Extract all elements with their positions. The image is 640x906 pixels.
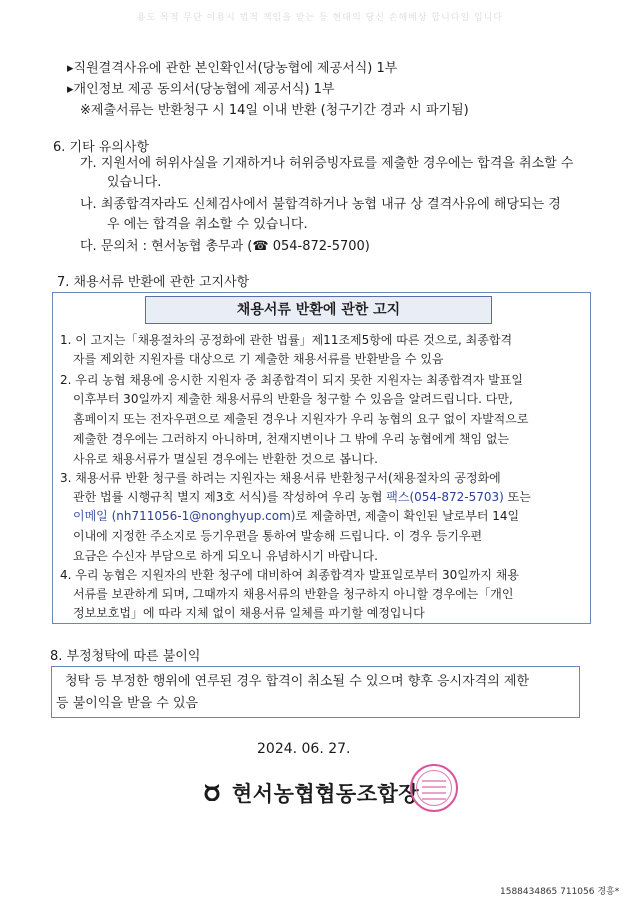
notice-line: 4. 우리 농협은 지원자의 반환 청구에 대비하여 최종합격자 발표일로부터 30일까지 채용 xyxy=(60,568,519,582)
section-heading: 7. 채용서류 반환에 관한 고지사항 xyxy=(57,275,250,290)
fax-number: 팩스(054-872-5703) xyxy=(386,490,504,504)
notice-line: 홈페이지 또는 전자우편으로 제출된 경우나 지원자가 우리 농협의 요구 없이 자발적으로 xyxy=(73,412,529,426)
notice-line: 1. 이 고지는「채용절차의 공정화에 관한 법률」제11조제5항에 따른 것으로, 최종합격 xyxy=(60,333,513,347)
notice-line: 요금은 수신자 부담으로 하게 되오니 유념하시기 바랍니다. xyxy=(73,549,378,563)
paragraph: 있습니다. xyxy=(107,175,162,190)
notice-line: 자를 제외한 지원자를 대상으로 기 제출한 채용서류를 반환받을 수 있음 xyxy=(73,352,444,366)
document-date: 2024. 06. 27. xyxy=(257,741,351,757)
notice-line: 2. 우리 농협 채용에 응시한 지원자 중 최종합격이 되지 못한 지원자는 최종합격자 발표일 xyxy=(60,373,523,387)
paragraph: 등 불이익을 받을 수 있음 xyxy=(56,696,199,711)
list-item: ▸개인정보 제공 동의서(당농협에 제공서식) 1부 xyxy=(67,82,335,97)
paragraph: 가. 지원서에 허위사실을 기재하거나 허위증빙자료를 제출한 경우에는 합격을 취소할 수 xyxy=(80,156,574,171)
notice-line: 사유로 채용서류가 멸실된 경우에는 반환한 것으로 봅니다. xyxy=(73,452,378,466)
email-address[interactable]: 이메일 (nh711056-1@nonghyup.com) xyxy=(73,509,296,523)
section-heading: 6. 기타 유의사항 xyxy=(53,140,150,155)
notice-line: 정보보호법」에 따라 지체 없이 채용서류 일체를 파기할 예정입니다 xyxy=(73,606,425,620)
section-heading: 8. 부정청탁에 따른 불이익 xyxy=(50,649,201,664)
notice-line: 서류를 보관하게 되며, 그때까지 채용서류의 반환을 청구하지 아니할 경우에는「개인 xyxy=(73,587,514,601)
nonghyup-logo-icon xyxy=(202,781,222,801)
footer-code: 1588434865 711056 경흥* xyxy=(500,887,620,897)
top-watermark: 용도 목적 무단 이용시 법적 책임을 받는 등 현대의 당신 손해배상 합니다일 입니다 xyxy=(136,13,504,23)
notice-line: 이후부터 30일까지 제출한 채용서류의 반환을 청구할 수 있음을 알려드립니다. 다만, xyxy=(73,392,513,406)
paragraph: 나. 최종합격자라도 신체검사에서 불합격하거나 농협 내규 상 결격사유에 해당되는 경 xyxy=(80,197,561,212)
notice-text: 로 제출하면, 제출이 확인된 날로부터 14일 xyxy=(295,509,520,523)
signatory-name: 현서농협협동조합장 xyxy=(232,782,420,806)
notice-line: 3. 채용서류 반환 청구를 하려는 지원자는 채용서류 반환청구서(채용절차의 공정화에 xyxy=(60,471,501,485)
notice-line xyxy=(73,508,519,525)
list-item: ※제출서류는 반환청구 시 14일 이내 반환 (청구기간 경과 시 파기됨) xyxy=(80,103,469,118)
notice-text: 관한 법률 시행규칙 별지 제3호 서식)를 작성하여 우리 농협 xyxy=(73,490,387,504)
notice-line: 이내에 지정한 주소지로 등기우편을 통하여 발송해 드립니다. 이 경우 등기우편 xyxy=(73,529,483,543)
paragraph: 우 에는 합격을 취소할 수 있습니다. xyxy=(107,217,308,232)
notice-line: 제출한 경우에는 그러하지 아니하며, 천재지변이나 그 밖에 우리 농협에게 책임 없는 xyxy=(73,432,510,446)
notice-line xyxy=(73,489,531,506)
paragraph: 청탁 등 부정한 행위에 연루된 경우 합격이 취소될 수 있으며 향후 응시자격의 제한 xyxy=(65,674,530,689)
list-item: ▸직원결격사유에 관한 본인확인서(당농협에 제공서식) 1부 xyxy=(67,61,398,76)
official-seal-icon xyxy=(410,764,458,812)
contact-info: 다. 문의처 : 현서농협 총무과 (☎ 054-872-5700) xyxy=(80,239,370,254)
notice-title: 채용서류 반환에 관한 고지 xyxy=(145,296,492,324)
notice-text: 또는 xyxy=(503,490,531,504)
